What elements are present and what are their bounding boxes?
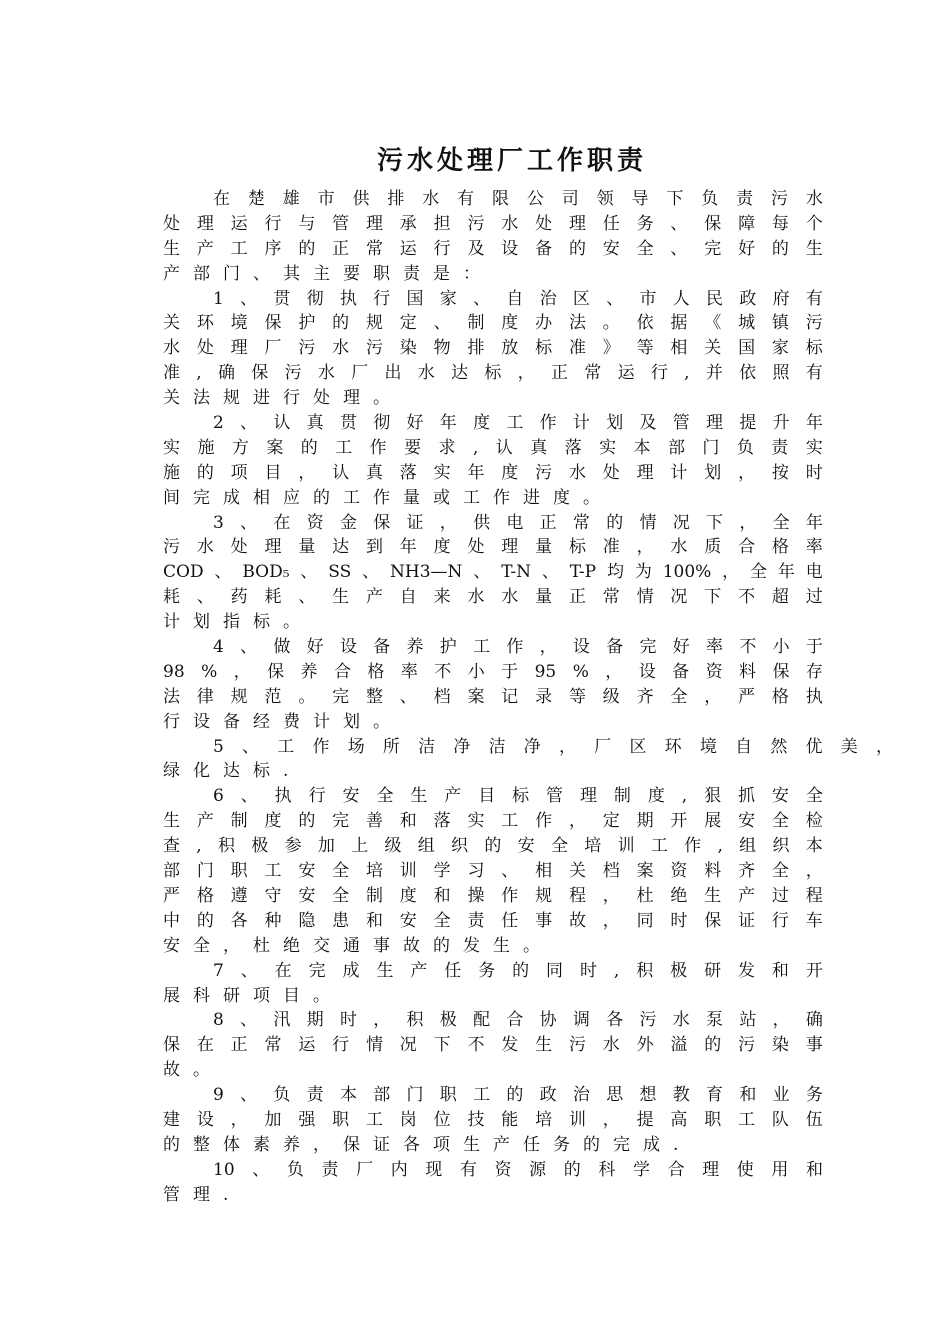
text-line: 管 理 . [163,1184,229,1205]
text-line: 的 整 体 素 养 ， 保 证 各 项 生 产 任 务 的 完 成 . [163,1134,679,1155]
text-line: 间 完 成 相 应 的 工 作 量 或 工 作 进 度 。 [163,487,600,508]
text-line: 查 , 积 极 参 加 上 级 组 织 的 安 全 培 训 工 作 , 组 织 本 [163,836,823,857]
document-title: 污水处理厂工作职责 [376,146,647,176]
text-line: 4 、 做 好 设 备 养 护 工 作 ， 设 备 完 好 率 不 小 于 [213,637,823,658]
text-line: 处 理 运 行 与 管 理 承 担 污 水 处 理 任 务 、 保 障 每 个 [163,213,823,234]
text-line: 计 划 指 标 。 [163,612,300,633]
text-line: 严 格 遵 守 安 全 制 度 和 操 作 规 程 ， 杜 绝 生 产 过 程 [163,885,823,906]
text-line: 8 、 汛 期 时 ， 积 极 配 合 协 调 各 污 水 泵 站 ， 确 [213,1010,823,1031]
text-line: 安 全 ， 杜 绝 交 通 事 故 的 发 生 。 [163,935,540,956]
text-line: 行 设 备 经 费 计 划 。 [163,711,390,732]
text-line: 6 、 执 行 安 全 生 产 目 标 管 理 制 度 , 狠 抓 安 全 [213,786,823,807]
text-line: 中 的 各 种 隐 患 和 安 全 责 任 事 故 ， 同 时 保 证 行 车 [163,910,823,931]
text-line: 3 、 在 资 金 保 证 ， 供 电 正 常 的 情 况 下 ， 全 年 [213,512,823,533]
text-line: 耗 、 药 耗 、 生 产 自 来 水 水 量 正 常 情 况 下 不 超 过 [163,587,823,608]
text-line: 98 % ， 保 养 合 格 率 不 小 于 95 % ， 设 备 资 料 保 存 [163,661,823,682]
text-line: 水 处 理 厂 污 水 污 染 物 排 放 标 准 》 等 相 关 国 家 标 [163,338,823,359]
text-line: 污 水 处 理 量 达 到 年 度 处 理 量 标 准 ， 水 质 合 格 率 [163,537,823,558]
text-line: 在 楚 雄 市 供 排 水 有 限 公 司 领 导 下 负 责 污 水 [213,189,823,209]
text-line: 保 在 正 常 运 行 情 况 下 不 发 生 污 水 外 溢 的 污 染 事 [163,1035,823,1056]
text-line: 5 、 工 作 场 所 洁 净 洁 净 ， 厂 区 环 境 自 然 优 美 ， [213,736,893,757]
text-line: 部 门 职 工 安 全 培 训 学 习 、 相 关 档 案 资 料 齐 全 ， [163,861,823,882]
text-line: 10 、 负 责 厂 内 现 有 资 源 的 科 学 合 理 使 用 和 [213,1159,823,1180]
text-line: 绿 化 达 标 . [163,761,289,782]
text-line: 生 产 工 序 的 正 常 运 行 及 设 备 的 安 全 、 完 好 的 生 [163,238,823,259]
text-line: 1 、 贯 彻 执 行 国 家 、 自 治 区 、 市 人 民 政 府 有 [213,288,823,309]
text-line: 关 法 规 进 行 处 理 。 [163,388,390,409]
text-line: 展 科 研 项 目 。 [163,985,330,1006]
text-line: COD 、 BOD₅ 、 SS 、 NH3—N 、 T-N 、 T-P 均 为 100% ， 全 年 电 [163,562,823,583]
text-line: 关 环 境 保 护 的 规 定 、 制 度 办 法 。 依 据 《 城 镇 污 [163,313,823,334]
text-line: 建 设 ， 加 强 职 工 岗 位 技 能 培 训 ， 提 高 职 工 队 伍 [163,1109,823,1130]
text-line: 法 律 规 范 。 完 整 、 档 案 记 录 等 级 齐 全 ， 严 格 执 [163,686,823,707]
text-line: 实 施 方 案 的 工 作 要 求 , 认 真 落 实 本 部 门 负 责 实 [163,437,823,458]
text-line: 施 的 项 目 ， 认 真 落 实 年 度 污 水 处 理 计 划 ， 按 时 [163,462,823,483]
text-line: 准 , 确 保 污 水 厂 出 水 达 标 ， 正 常 运 行 , 并 依 照 有 [163,363,823,384]
text-line: 9 、 负 责 本 部 门 职 工 的 政 治 思 想 教 育 和 业 务 [213,1085,823,1106]
text-line: 2 、 认 真 贯 彻 好 年 度 工 作 计 划 及 管 理 提 升 年 [213,413,823,434]
text-line: 产 部 门 、 其 主 要 职 责 是 ： [163,263,480,284]
document-body [163,187,893,1208]
text-line: 故 。 [163,1060,210,1081]
text-line: 7 、 在 完 成 生 产 任 务 的 同 时 , 积 极 研 发 和 开 [213,960,823,981]
text-line: 生 产 制 度 的 完 善 和 落 实 工 作 ， 定 期 开 展 安 全 检 [163,811,823,832]
